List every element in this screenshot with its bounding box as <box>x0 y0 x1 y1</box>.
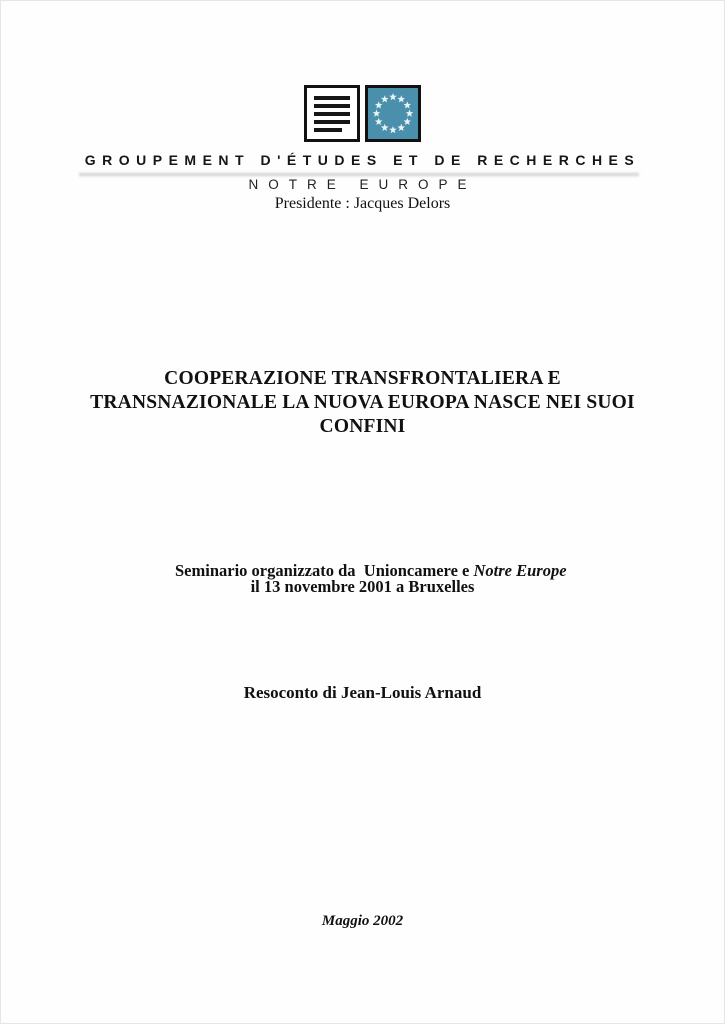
author-line: Resoconto di Jean-Louis Arnaud <box>243 683 482 702</box>
notre-europe-italic: Notre Europe <box>473 561 567 580</box>
document-lines-icon <box>304 85 360 142</box>
title-line: COOPERAZIONE TRANSFRONTALIERA E <box>164 368 561 389</box>
document-line <box>314 128 342 132</box>
document-line <box>314 104 350 108</box>
publication-date: Maggio 2002 <box>321 913 404 929</box>
logo <box>1 85 724 142</box>
title-line: CONFINI <box>319 416 406 437</box>
document-line <box>314 112 350 116</box>
president-line: Presidente : Jacques Delors <box>274 195 451 212</box>
seminar-date-location: il 13 novembre 2001 a Bruxelles <box>250 577 475 596</box>
document-line <box>314 96 350 100</box>
document-line <box>314 120 350 124</box>
seminar-organizers-text: Seminario organizzato da Unioncamere e <box>174 561 474 580</box>
eu-stars-icon <box>365 85 421 142</box>
document-title <box>1 367 724 439</box>
organization-name: GROUPEMENT D'ÉTUDES ET DE RECHERCHES <box>84 152 641 168</box>
title-line: TRANSNAZIONALE LA NUOVA EUROPA NASCE NEI SUOI <box>90 392 635 413</box>
scan-ghost-underline <box>79 173 639 176</box>
suborganization-name: NOTRE EUROPE <box>248 177 477 192</box>
